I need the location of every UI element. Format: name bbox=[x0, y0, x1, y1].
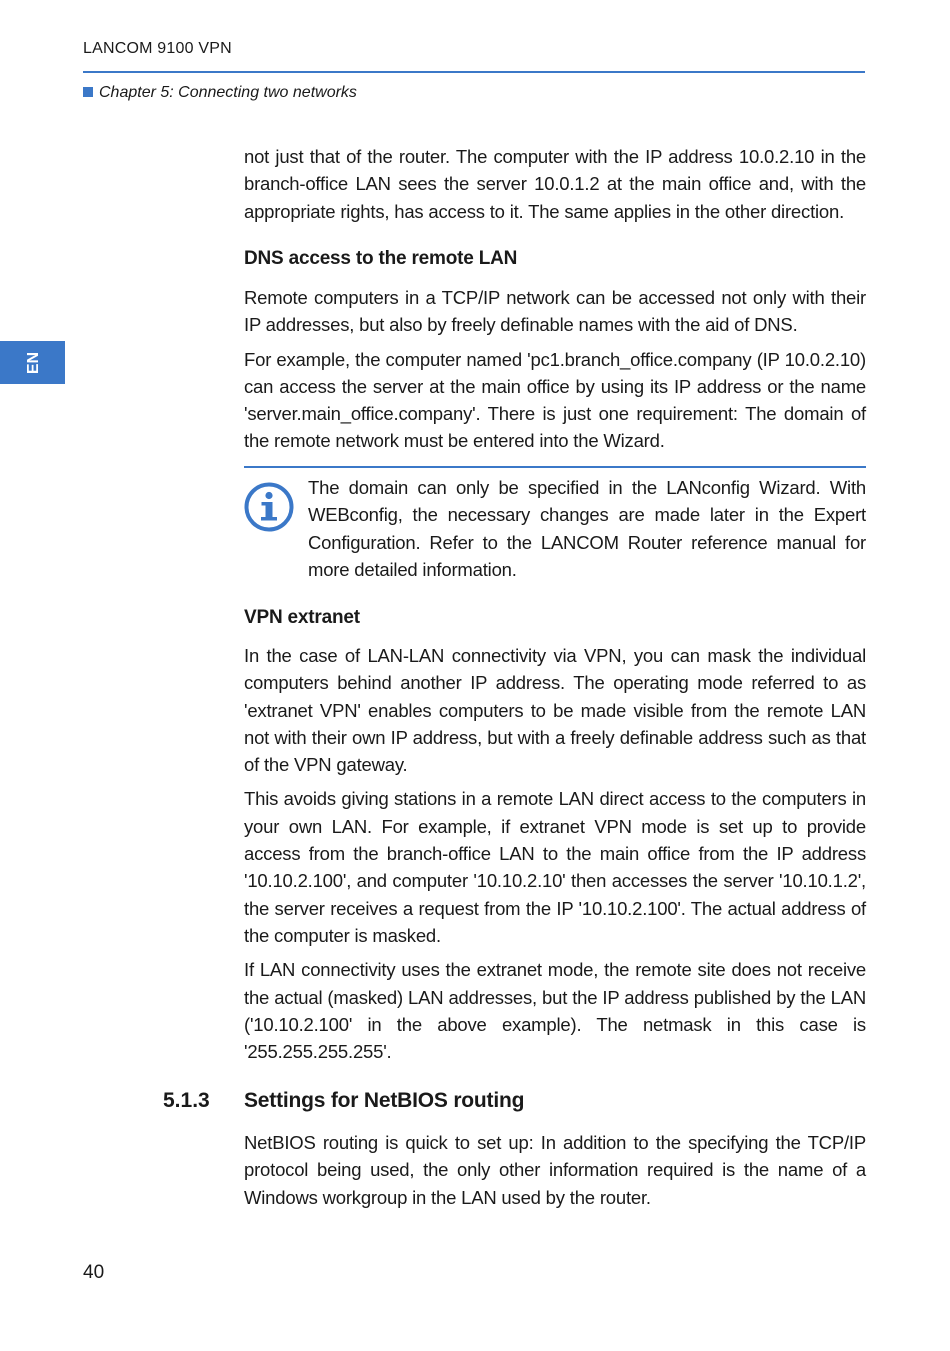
running-title: LANCOM 9100 VPN bbox=[83, 40, 232, 57]
vpn-block bbox=[244, 642, 866, 1065]
netbios-block bbox=[244, 1129, 866, 1211]
intro-paragraph: not just that of the router. The computer with the IP address 10.0.2.10 in the branch-office LAN sees the server 10.0.1.2 at the main office and, with the appropriate rights, has access to it. The same applies in the other direction. bbox=[244, 146, 866, 222]
chapter-title: Chapter 5: Connecting two networks bbox=[99, 84, 357, 101]
language-tab-label: EN bbox=[25, 351, 42, 375]
info-icon bbox=[244, 482, 294, 532]
note-block bbox=[308, 474, 866, 583]
header-rule bbox=[83, 71, 865, 73]
dns-paragraph-1: Remote computers in a TCP/IP network can be accessed not only with their IP addresses, but also by freely definable names with the aid of DNS. bbox=[244, 287, 866, 336]
dns-block bbox=[244, 284, 866, 455]
dns-heading: DNS access to the remote LAN bbox=[244, 248, 518, 269]
chapter-line bbox=[83, 84, 357, 102]
vpn-paragraph-3: If LAN connectivity uses the extranet mode, the remote site does not receive the actual (masked) LAN addresses, but the IP address published by the LAN ('10.10.2.100' in the above example). The netmask in this case is '255.255.255.255'. bbox=[244, 959, 866, 1063]
language-tab bbox=[0, 341, 65, 384]
vpn-paragraph-2: This avoids giving stations in a remote LAN direct access to the computers in your own LAN. For example, if extranet VPN mode is set up to provide access from the branch-office LAN to the main office from the IP address '10.10.2.100', and computer '10.10.2.10' then accesses the server '10.10.1.2', the server receives a request from the IP '10.10.2.100'. The actual address of the computer is masked. bbox=[244, 788, 866, 946]
vpn-paragraph-1: In the case of LAN-LAN connectivity via VPN, you can mask the individual computers behind another IP address. The operating mode referred to as 'extranet VPN' enables computers to be made visible from the remote LAN not with their own IP address, but with a freely definable address such as that of the VPN gateway. bbox=[244, 645, 866, 776]
note-rule bbox=[244, 466, 866, 468]
section-title: Settings for NetBIOS routing bbox=[244, 1089, 525, 1112]
section-number: 5.1.3 bbox=[163, 1089, 210, 1112]
dns-paragraph-2: For example, the computer named 'pc1.branch_office.company (IP 10.0.2.10) can access the server at the main office by using its IP address or the name 'server.main_office.company'. There is just one requirement: The domain of the remote network must be entered into the Wizard. bbox=[244, 348, 866, 452]
chapter-square-icon bbox=[83, 87, 93, 97]
intro-block bbox=[244, 143, 866, 225]
netbios-paragraph: NetBIOS routing is quick to set up: In addition to the specifying the TCP/IP protocol being used, the only other information required is the name of a Windows workgroup in the LAN used by the router. bbox=[244, 1132, 866, 1208]
page-number: 40 bbox=[83, 1262, 105, 1283]
vpn-extranet-heading: VPN extranet bbox=[244, 607, 360, 628]
note-text: The domain can only be specified in the LANconfig Wizard. With WEBconfig, the necessary changes are made later in the Expert Configuration. Refer to the LANCOM Router reference manual for more detailed information. bbox=[308, 477, 866, 580]
